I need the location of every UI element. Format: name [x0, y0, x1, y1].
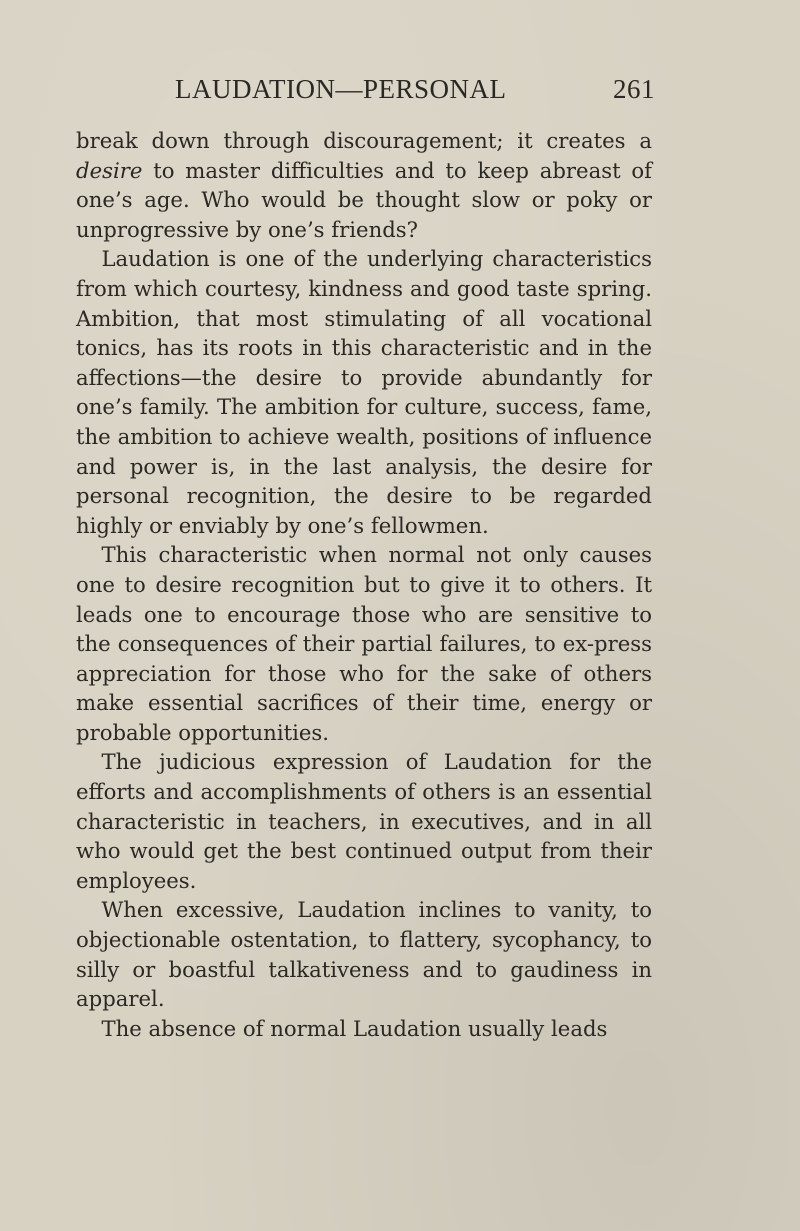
paragraph-6: The absence of normal Laudation usually leads	[101, 1015, 608, 1041]
paragraph-3: This characteristic when normal not only causes one to desire recognition but to give it to others. It leads one to encourage those who are sensitive to the consequences of their partial failures, to ex-press appreciation for those who for the sake of others make essential sacrifices of their time, energy or probable opportunities.	[76, 542, 652, 745]
paragraph-2: Laudation is one of the underlying characteristics from which courtesy, kindness and good taste spring. Ambition, that most stimulating of all vocational tonics, has its roots in this characteristic and in the affections—the desire to provide abundantly for one’s family. The ambition for culture, success, fame, the ambition to achieve wealth, positions of influence and power is, in the last analysis, the desire for personal recognition, the desire to be regarded highly or enviably by one’s fellowmen.	[76, 246, 652, 538]
paragraph-5: When excessive, Laudation inclines to vanity, to objectionable ostentation, to flattery, sycophancy, to silly or boastful talkativeness and to gaudiness in apparel.	[76, 897, 652, 1012]
paragraph-1-emphasis: desire	[76, 157, 143, 183]
running-head: LAUDATION—PERSONAL	[175, 74, 507, 104]
page-number: 261	[613, 74, 655, 104]
page-header	[175, 74, 655, 105]
paragraph-1	[76, 126, 652, 244]
paragraph-1-before: break down through discouragement; it creates a	[76, 128, 652, 153]
paragraph-1-after: to master difficulties and to keep abreast of one’s age. Who would be thought slow or poky or unprogressive by one’s friends?	[76, 157, 652, 242]
paragraph-4: The judicious expression of Laudation for the efforts and accomplishments of others is an essential characteristic in teachers, in executives, and in all who would get the best continued output from their employees.	[76, 749, 652, 893]
body-text	[76, 126, 652, 1043]
